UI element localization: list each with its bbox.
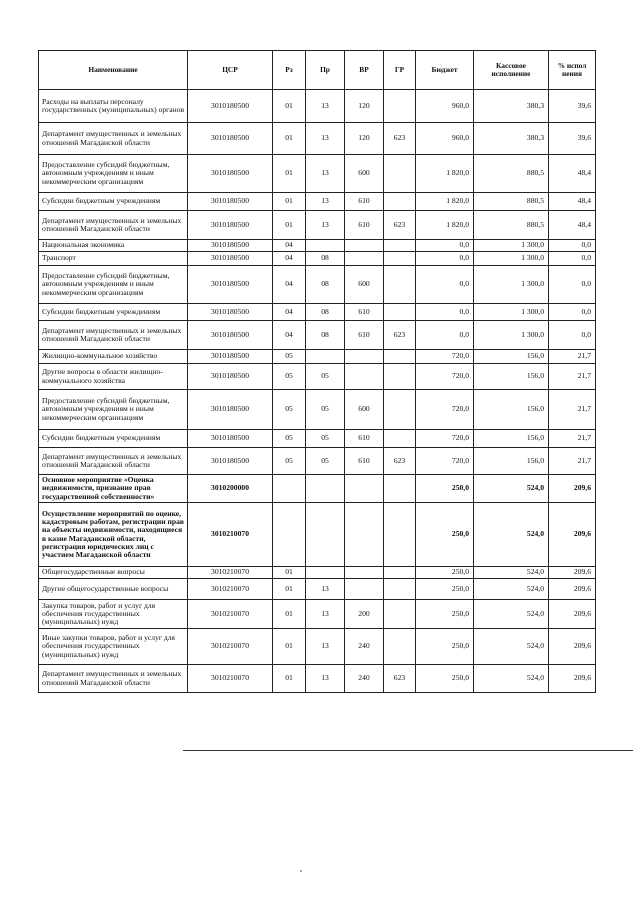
cell-vr: 240: [345, 665, 384, 693]
cell-vr: 120: [345, 123, 384, 155]
cell-rz: 04: [273, 240, 306, 252]
cell-cash-execution: 1 300,0: [474, 321, 549, 350]
cell-name: Другие вопросы в области жилищно-коммунального хозяйства: [39, 364, 188, 390]
cell-gr: [384, 155, 416, 193]
cell-rz: 01: [273, 155, 306, 193]
cell-pr: [306, 475, 345, 503]
table-header-row: [39, 51, 596, 90]
cell-gr: [384, 567, 416, 579]
cell-execution-percent: 209,6: [549, 665, 596, 693]
cell-execution-percent: 209,6: [549, 503, 596, 567]
cell-gr: [384, 430, 416, 448]
column-header-gr: ГР: [384, 51, 416, 90]
cell-name: Иные закупки товаров, работ и услуг для обеспечения государственных (муниципальных) нужд: [39, 629, 188, 665]
cell-vr: 610: [345, 211, 384, 240]
cell-name: Другие общегосударственные вопросы: [39, 579, 188, 600]
cell-cash-execution: 880,5: [474, 193, 549, 211]
cell-cash-execution: 524,0: [474, 475, 549, 503]
cell-name: Предоставление субсидий бюджетным, автономным учреждениям и иным некоммерческим организациям: [39, 390, 188, 430]
cell-pr: 13: [306, 600, 345, 629]
cell-pr: 05: [306, 390, 345, 430]
table-row: [39, 364, 596, 390]
cell-name: Департамент имущественных и земельных отношений Магаданской области: [39, 211, 188, 240]
cell-cash-execution: 1 300,0: [474, 240, 549, 252]
cell-csr: 3010210070: [188, 600, 273, 629]
table-row: [39, 90, 596, 123]
cell-rz: 01: [273, 567, 306, 579]
cell-csr: 3010180500: [188, 240, 273, 252]
cell-pr: 13: [306, 123, 345, 155]
cell-execution-percent: 209,6: [549, 579, 596, 600]
cell-vr: [345, 240, 384, 252]
table-row: [39, 266, 596, 304]
cell-vr: 240: [345, 629, 384, 665]
cell-csr: 3010180500: [188, 321, 273, 350]
cell-name: Департамент имущественных и земельных отношений Магаданской области: [39, 123, 188, 155]
cell-budget: 720,0: [416, 364, 474, 390]
cell-csr: 3010210070: [188, 567, 273, 579]
cell-vr: 610: [345, 193, 384, 211]
cell-rz: 05: [273, 390, 306, 430]
cell-name: Транспорт: [39, 252, 188, 266]
cell-vr: [345, 252, 384, 266]
cell-rz: 05: [273, 430, 306, 448]
cell-cash-execution: 880,5: [474, 211, 549, 240]
cell-rz: 01: [273, 629, 306, 665]
scan-speck: [300, 870, 302, 872]
cell-budget: 1 820,0: [416, 211, 474, 240]
cell-cash-execution: 524,0: [474, 600, 549, 629]
cell-csr: 3010210070: [188, 665, 273, 693]
cell-rz: 01: [273, 90, 306, 123]
cell-vr: 600: [345, 155, 384, 193]
cell-execution-percent: 0,0: [549, 252, 596, 266]
cell-cash-execution: 524,0: [474, 579, 549, 600]
cell-rz: 01: [273, 211, 306, 240]
cell-pr: 13: [306, 579, 345, 600]
cell-vr: [345, 475, 384, 503]
cell-pr: 08: [306, 321, 345, 350]
cell-gr: [384, 475, 416, 503]
cell-vr: 610: [345, 321, 384, 350]
cell-cash-execution: 380,3: [474, 123, 549, 155]
cell-execution-percent: 48,4: [549, 155, 596, 193]
cell-budget: 1 820,0: [416, 155, 474, 193]
cell-name: Департамент имущественных и земельных отношений Магаданской области: [39, 448, 188, 475]
cell-name: Осуществление мероприятий по оценке, кадастровым работам, регистрации прав на объекты недвижимости, находящиеся в казне Магаданской области, регистрация юридических лиц с участием Магаданской области: [39, 503, 188, 567]
cell-execution-percent: 21,7: [549, 448, 596, 475]
cell-csr: 3010200000: [188, 475, 273, 503]
cell-name: Субсидии бюджетным учреждениям: [39, 304, 188, 321]
cell-csr: 3010180500: [188, 304, 273, 321]
cell-pr: [306, 503, 345, 567]
cell-csr: 3010180500: [188, 193, 273, 211]
cell-name: Предоставление субсидий бюджетным, автономным учреждениям и иным некоммерческим организациям: [39, 155, 188, 193]
table-row: [39, 211, 596, 240]
cell-name: Департамент имущественных и земельных отношений Магаданской области: [39, 321, 188, 350]
cell-budget: 0,0: [416, 252, 474, 266]
cell-csr: 3010180500: [188, 350, 273, 364]
cell-csr: 3010180500: [188, 364, 273, 390]
cell-cash-execution: 156,0: [474, 350, 549, 364]
cell-name: Департамент имущественных и земельных отношений Магаданской области: [39, 665, 188, 693]
cell-execution-percent: 39,6: [549, 123, 596, 155]
cell-pr: 08: [306, 266, 345, 304]
column-header-csr: ЦСР: [188, 51, 273, 90]
cell-csr: 3010180500: [188, 211, 273, 240]
budget-execution-table: [38, 50, 596, 693]
table-row: [39, 304, 596, 321]
table-row: [39, 475, 596, 503]
cell-vr: 610: [345, 448, 384, 475]
budget-table-sheet: [38, 50, 595, 693]
cell-name: Закупка товаров, работ и услуг для обеспечения государственных (муниципальных) нужд: [39, 600, 188, 629]
cell-vr: [345, 567, 384, 579]
cell-cash-execution: 156,0: [474, 430, 549, 448]
cell-csr: 3010180500: [188, 390, 273, 430]
column-header-rz: Рз: [273, 51, 306, 90]
cell-name: Общегосударственные вопросы: [39, 567, 188, 579]
table-row: [39, 579, 596, 600]
table-row: [39, 503, 596, 567]
table-row: [39, 193, 596, 211]
cell-name: Субсидии бюджетным учреждениям: [39, 430, 188, 448]
cell-execution-percent: 39,6: [549, 90, 596, 123]
cell-rz: 05: [273, 350, 306, 364]
table-row: [39, 448, 596, 475]
cell-vr: 600: [345, 390, 384, 430]
cell-rz: 05: [273, 448, 306, 475]
cell-pr: 13: [306, 90, 345, 123]
column-header-pr: Пр: [306, 51, 345, 90]
cell-pr: 05: [306, 430, 345, 448]
cell-vr: [345, 503, 384, 567]
cell-name: Предоставление субсидий бюджетным, автономным учреждениям и иным некоммерческим организациям: [39, 266, 188, 304]
table-row: [39, 600, 596, 629]
cell-rz: 01: [273, 579, 306, 600]
cell-vr: 120: [345, 90, 384, 123]
cell-gr: [384, 240, 416, 252]
cell-execution-percent: 21,7: [549, 350, 596, 364]
table-row: [39, 350, 596, 364]
cell-gr: [384, 390, 416, 430]
cell-budget: 250,0: [416, 567, 474, 579]
cell-execution-percent: 0,0: [549, 321, 596, 350]
cell-budget: 250,0: [416, 629, 474, 665]
cell-csr: 3010180500: [188, 448, 273, 475]
table-row: [39, 252, 596, 266]
cell-pr: [306, 350, 345, 364]
cell-csr: 3010180500: [188, 90, 273, 123]
cell-gr: 623: [384, 665, 416, 693]
cell-budget: 250,0: [416, 503, 474, 567]
cell-rz: 05: [273, 364, 306, 390]
table-body: [39, 90, 596, 693]
cell-cash-execution: 156,0: [474, 364, 549, 390]
cell-cash-execution: 156,0: [474, 390, 549, 430]
cell-csr: 3010180500: [188, 266, 273, 304]
cell-gr: 623: [384, 123, 416, 155]
cell-budget: 960,0: [416, 123, 474, 155]
page-bottom-rule: [183, 750, 633, 751]
cell-pr: 13: [306, 665, 345, 693]
cell-rz: [273, 503, 306, 567]
cell-rz: 04: [273, 266, 306, 304]
cell-gr: [384, 266, 416, 304]
cell-vr: 600: [345, 266, 384, 304]
cell-name: Расходы на выплаты персоналу государственных (муниципальных) органов: [39, 90, 188, 123]
cell-cash-execution: 524,0: [474, 629, 549, 665]
cell-cash-execution: 880,5: [474, 155, 549, 193]
cell-pr: 05: [306, 448, 345, 475]
cell-vr: 610: [345, 304, 384, 321]
cell-budget: 250,0: [416, 579, 474, 600]
cell-cash-execution: 156,0: [474, 448, 549, 475]
cell-vr: [345, 579, 384, 600]
cell-name: Субсидии бюджетным учреждениям: [39, 193, 188, 211]
cell-execution-percent: 209,6: [549, 567, 596, 579]
cell-budget: 720,0: [416, 390, 474, 430]
table-row: [39, 240, 596, 252]
cell-csr: 3010180500: [188, 123, 273, 155]
column-header-vr: ВР: [345, 51, 384, 90]
cell-cash-execution: 1 300,0: [474, 266, 549, 304]
cell-csr: 3010210070: [188, 629, 273, 665]
cell-csr: 3010210070: [188, 503, 273, 567]
cell-rz: 01: [273, 600, 306, 629]
cell-budget: 250,0: [416, 600, 474, 629]
cell-rz: 04: [273, 304, 306, 321]
cell-execution-percent: 209,6: [549, 600, 596, 629]
cell-csr: 3010180500: [188, 155, 273, 193]
table-row: [39, 390, 596, 430]
cell-gr: [384, 503, 416, 567]
table-row: [39, 430, 596, 448]
table-row: [39, 665, 596, 693]
cell-csr: 3010180500: [188, 252, 273, 266]
cell-name: Основное мероприятие «Оценка недвижимости, признание прав государственной собственности»: [39, 475, 188, 503]
cell-gr: 623: [384, 448, 416, 475]
cell-gr: [384, 364, 416, 390]
cell-pr: 08: [306, 304, 345, 321]
table-row: [39, 567, 596, 579]
cell-rz: 01: [273, 123, 306, 155]
cell-cash-execution: 524,0: [474, 503, 549, 567]
cell-gr: [384, 600, 416, 629]
cell-execution-percent: 209,6: [549, 629, 596, 665]
cell-vr: [345, 350, 384, 364]
cell-gr: [384, 629, 416, 665]
cell-cash-execution: 524,0: [474, 567, 549, 579]
cell-budget: 0,0: [416, 240, 474, 252]
cell-rz: 01: [273, 193, 306, 211]
cell-rz: [273, 475, 306, 503]
cell-name: Жилищно-коммунальное хозяйство: [39, 350, 188, 364]
cell-execution-percent: 0,0: [549, 240, 596, 252]
cell-cash-execution: 1 300,0: [474, 304, 549, 321]
cell-gr: [384, 350, 416, 364]
cell-budget: 720,0: [416, 350, 474, 364]
table-row: [39, 321, 596, 350]
cell-cash-execution: 524,0: [474, 665, 549, 693]
cell-gr: [384, 252, 416, 266]
cell-vr: 610: [345, 430, 384, 448]
table-row: [39, 629, 596, 665]
column-header-budget: Бюджет: [416, 51, 474, 90]
cell-gr: 623: [384, 211, 416, 240]
column-header-cash-execution: Кассовое исполнение: [474, 51, 549, 90]
cell-gr: [384, 579, 416, 600]
cell-pr: [306, 240, 345, 252]
cell-gr: [384, 90, 416, 123]
cell-pr: 13: [306, 211, 345, 240]
cell-budget: 720,0: [416, 430, 474, 448]
cell-cash-execution: 380,3: [474, 90, 549, 123]
cell-execution-percent: 48,4: [549, 211, 596, 240]
cell-budget: 1 820,0: [416, 193, 474, 211]
cell-execution-percent: 21,7: [549, 390, 596, 430]
cell-csr: 3010180500: [188, 430, 273, 448]
cell-budget: 0,0: [416, 321, 474, 350]
cell-execution-percent: 21,7: [549, 430, 596, 448]
cell-budget: 960,0: [416, 90, 474, 123]
cell-csr: 3010210070: [188, 579, 273, 600]
cell-budget: 720,0: [416, 448, 474, 475]
column-header-execution-percent: % испол нения: [549, 51, 596, 90]
cell-rz: 04: [273, 252, 306, 266]
cell-cash-execution: 1 300,0: [474, 252, 549, 266]
cell-pr: 13: [306, 629, 345, 665]
cell-pr: 13: [306, 155, 345, 193]
cell-execution-percent: 0,0: [549, 304, 596, 321]
cell-vr: [345, 364, 384, 390]
cell-execution-percent: 21,7: [549, 364, 596, 390]
cell-execution-percent: 209,6: [549, 475, 596, 503]
cell-budget: 0,0: [416, 266, 474, 304]
cell-execution-percent: 0,0: [549, 266, 596, 304]
cell-budget: 0,0: [416, 304, 474, 321]
cell-rz: 01: [273, 665, 306, 693]
cell-gr: [384, 304, 416, 321]
cell-gr: [384, 193, 416, 211]
cell-budget: 250,0: [416, 475, 474, 503]
table-row: [39, 155, 596, 193]
cell-pr: [306, 567, 345, 579]
cell-pr: 13: [306, 193, 345, 211]
column-header-name: Наименование: [39, 51, 188, 90]
table-row: [39, 123, 596, 155]
cell-budget: 250,0: [416, 665, 474, 693]
cell-execution-percent: 48,4: [549, 193, 596, 211]
cell-pr: 05: [306, 364, 345, 390]
cell-vr: 200: [345, 600, 384, 629]
cell-pr: 08: [306, 252, 345, 266]
cell-rz: 04: [273, 321, 306, 350]
cell-gr: 623: [384, 321, 416, 350]
cell-name: Национальная экономика: [39, 240, 188, 252]
